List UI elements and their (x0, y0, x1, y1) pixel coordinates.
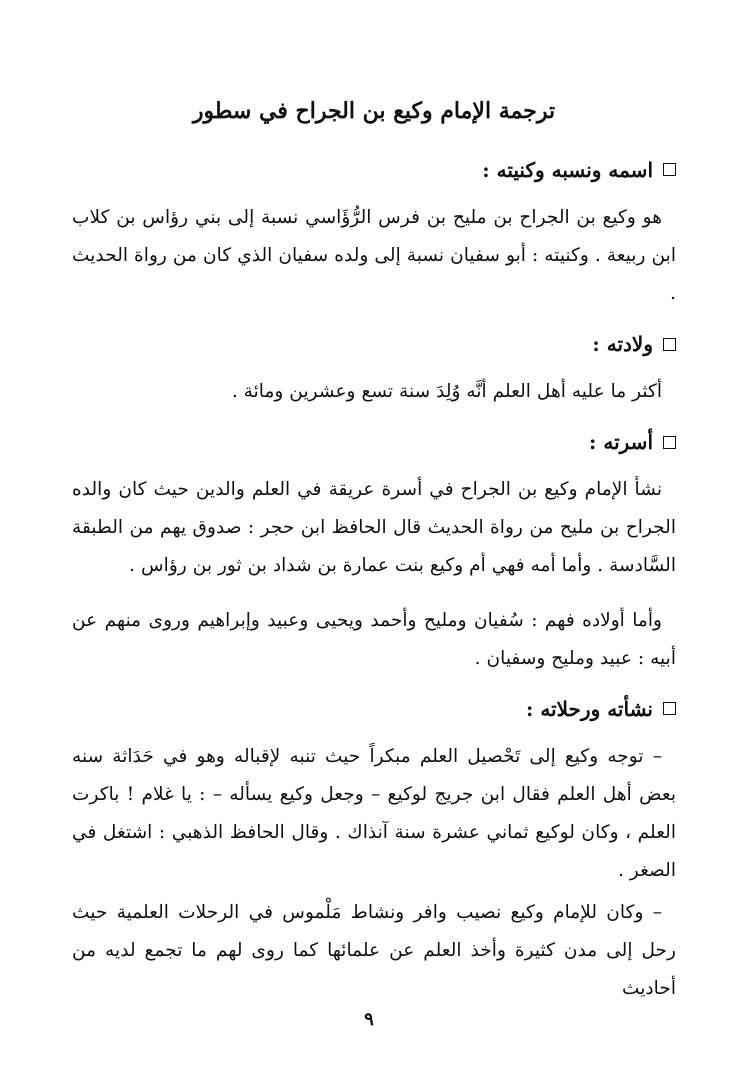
section-family (72, 427, 676, 678)
paragraph: نشأ الإمام وكيع بن الجراح في أسرة عريقة في العلم والدين حيث كان والده الجراح بن مليح من رواة الحديث قال الحافظ ابن حجر : صدوق يهم من الطبقة السَّادسة . وأما أمه فهي أم وكيع بنت عمارة بن شداد بن ثور بن رؤاس . (72, 479, 676, 577)
section-heading-text: اسمه ونسبه وكنيته : (482, 157, 653, 182)
paragraph: هو وكيع بن الجراح بن مليح بن فرس الرُّؤَاسي نسبة إلى بني رؤاس بن كلاب ابن ربيعة . وكنيته : أبو سفيان نسبة إلى ولده سفيان الذي كان من رواة الحديث . (72, 206, 676, 305)
section-name-lineage (72, 155, 676, 313)
page-number: ٩ (364, 1009, 374, 1030)
page-title: ترجمة الإمام وكيع بن الجراح في سطور (192, 98, 556, 124)
section-heading (72, 155, 676, 185)
section-heading (72, 694, 676, 724)
section-heading (72, 427, 676, 457)
square-bullet-icon (663, 436, 676, 449)
square-bullet-icon (663, 163, 676, 176)
section-heading-text: نشأته ورحلاته : (525, 696, 653, 721)
paragraph: أكثر ما عليه أهل العلم أنَّه وُلِدَ سنة تسع وعشرين ومائة . (231, 381, 662, 403)
section-upbringing-travels (72, 694, 676, 1009)
paragraph: – توجه وكيع إلى تَحْصيل العلم مبكراً حيث تنبه لإقباله وهو في حَدَاثة سنه بعض أهل العلم فقال ابن جريج لوكيع – وجعل وكيع يسأله – : يا غلام ! باكرت العلم ، وكان لوكيع ثماني عشرة سنة آنذاك . وقال الحافظ الذهبي : اشتغل في الصغر . (72, 745, 676, 882)
square-bullet-icon (663, 702, 676, 715)
paragraph: – وكان للإمام وكيع نصيب وافر ونشاط مَلْموس في الرحلات العلمية حيث رحل إلى مدن كثيرة وأخذ العلم عن علمائها كما روى لهم ما تجمع لديه من أحاديث (72, 902, 676, 1000)
document-page (72, 96, 676, 1042)
section-heading-text: ولادته : (592, 332, 653, 357)
section-heading-text: أسرته : (589, 430, 653, 455)
square-bullet-icon (663, 338, 676, 351)
paragraph: وأما أولاده فهم : سُفيان ومليح وأحمد ويحيى وعبيد وإبراهيم وروى منهم عن أبيه : عبيد ومليح وسفيان . (72, 609, 676, 669)
section-heading (72, 329, 676, 359)
section-birth (72, 329, 676, 411)
